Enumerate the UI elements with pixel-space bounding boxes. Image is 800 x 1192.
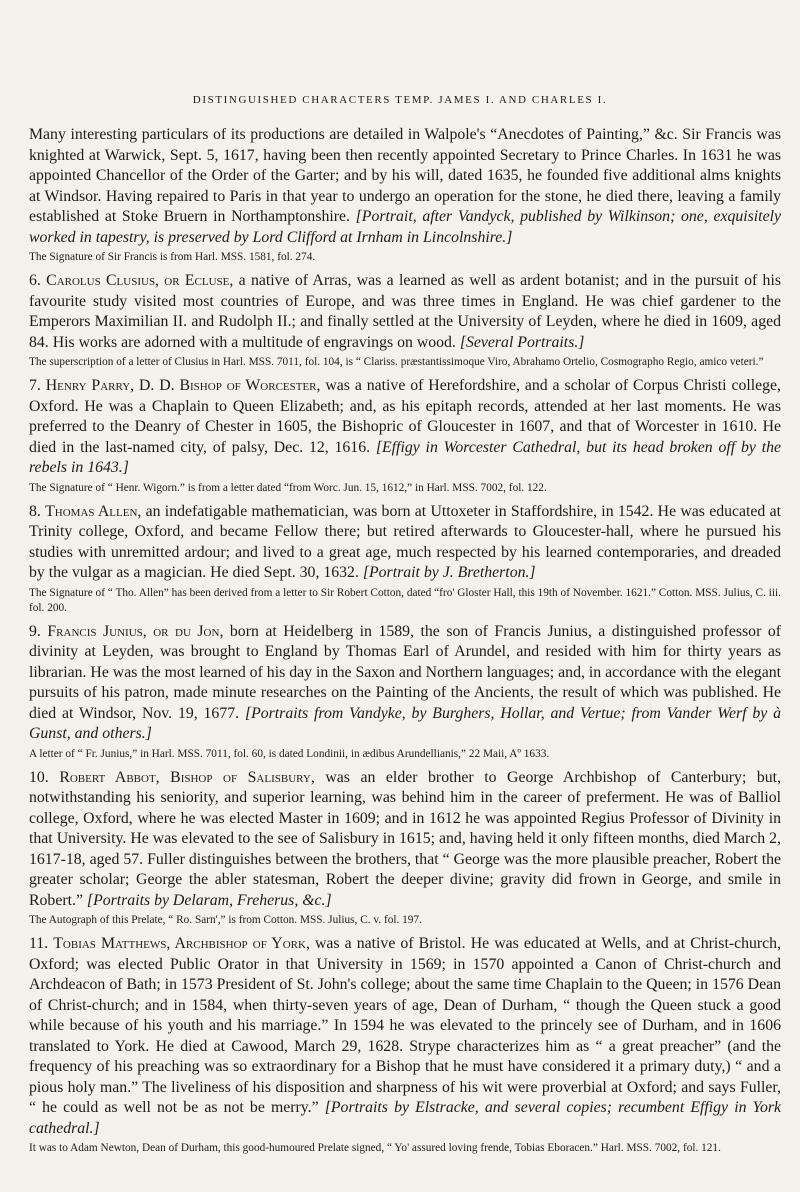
signature-note: A letter of “ Fr. Junius,” in Harl. MSS. 7011, fol. 60, is dated Londinii, in ædibus Arundellianis,” 22 Maii, Aº 1633. bbox=[29, 747, 550, 760]
entry-number: 10. bbox=[29, 768, 49, 786]
entry-text: Many interesting particulars of its productions are detailed in Walpole's “Anecdotes of Painting,” &c. Sir Francis was knighted at Warwick, Sept. 5, 1617, having been then recently appointed Secretary to Prince Charles. In 1631 he was appointed Chancellor of the Order of the Garter; and by his will, dated 1635, he founded five additional alms knights at Windsor. Having repaired to Paris in that year to undergo an operation for the stone, he died there, leaving a family established at Stoke Bruern in Northamptonshire. bbox=[29, 126, 781, 225]
entry-paragraph bbox=[29, 271, 781, 353]
entry-text: was a native of Bristol. He was educated at Wells, and at Christ-church, Oxford; was elected Public Orator in that University in 1569; in 1570 appointed a Canon of Christ-church and Archdeacon of Bath; in 1573 President of St. John's college; about the same time Chaplain to the Queen; in 1576 Dean of Christ-church; and in 1584, when thirty-seven years of age, Dean of Durham, “ though the Queen stuck a good while because of his youth and his marriage.” In 1594 he was elevated to the princely see of Durham, and in 1606 translated to York. He died at Cawood, March 29, 1628. Strype characterizes him as “ a great preacher” (and the frequency of his preaching was so extraordinary for a Bishop that he must have considered it a primary duty,) “ and a pious holy man.” The liveliness of his disposition and sharpness of his wit were proverbial at Oxford; and says Fuller, “ he could as well not be as not be merry.” bbox=[29, 935, 782, 1116]
entry-number: 7. bbox=[29, 377, 41, 394]
page-body bbox=[29, 125, 781, 1162]
entry-number: 11. bbox=[29, 935, 49, 952]
entry-name: Carolus Clusius, or Ecluse, bbox=[46, 272, 234, 289]
portrait-reference: [Portraits by Elstracke, and several copies; recumbent Effigy in York cathedral.] bbox=[29, 1099, 781, 1137]
entry-paragraph bbox=[29, 622, 781, 745]
entry-name: Thomas Allen, bbox=[45, 502, 142, 520]
entry-name: Tobias Matthews, Archbishop of York, bbox=[53, 935, 310, 952]
entry-name: Francis Junius, or du Jon, bbox=[47, 622, 224, 640]
running-head: DISTINGUISHED CHARACTERS TEMP. JAMES I. AND CHARLES I. bbox=[192, 94, 608, 106]
portrait-reference: [Effigy in Worcester Cathedral, but its head broken off by the rebels in 1643.] bbox=[29, 438, 781, 476]
entry-text: was a native of Herefordshire, and a scholar of Corpus Christi college, Oxford. He was a Chaplain to Queen Elizabeth; and, as his epitaph records, attended at her last moments. He was preferred to the Deanry of Chester in 1605, the Bishopric of Gloucester in 1607, and that of Worcester in 1610. He died in the last-named city, of palsy, Dec. 12, 1616. bbox=[29, 377, 782, 456]
entry-name: Robert Abbot, Bishop of Salisbury, bbox=[59, 768, 315, 786]
entry-paragraph bbox=[29, 768, 781, 912]
signature-note: The superscription of a letter of Clusius in Harl. MSS. 7011, fol. 104, is “ Clariss. præstantissimoque Viro, Abrahamo Ortelio, Cosmographo Regio, amico veteri.” bbox=[29, 356, 764, 368]
entry-number: 6. bbox=[29, 272, 41, 289]
entry-paragraph bbox=[29, 376, 781, 479]
signature-note: The Signature of “ Henr. Wigorn.” is from a letter dated “from Worc. Jun. 15, 1612,” in Harl. MSS. 7002, fol. 122. bbox=[29, 481, 547, 494]
entry-text: was an elder brother to George Archbishop of Canterbury; but, notwithstanding his seniority, and superior learning, was behind him in the career of preferment. He was of Balliol college, Oxford, where he was elected Master in 1609; and in 1612 he was appointed Regius Professor of Divinity in that University. He was elevated to the see of Salisbury in 1615; and, having held it only fifteen months, died March 2, 1617-18, aged 57. Fuller distinguishes between the brothers, that “ George was the more plausible preacher, Robert the greater scholar; George the abler statesman, Robert the deeper divine; gravity did frown in George, and smile in Robert.” bbox=[29, 768, 782, 909]
entry-number: 8. bbox=[29, 502, 41, 520]
entry-7-parry bbox=[29, 376, 781, 496]
entry-6-clusius bbox=[29, 271, 781, 370]
entry-paragraph bbox=[29, 125, 781, 248]
entry-text: an indefatigable mathematician, was born at Uttoxeter in Staffordshire, in 1542. He was educated at Trinity college, Oxford, and became Fellow there; but retired afterwards to Gloucester-hall, where he pursued his studies with unremitted ardour; and lived to a great age, much respected by his learned contemporaries, and dreaded by the vulgar as a magician. He died Sept. 30, 1632. bbox=[29, 502, 781, 581]
entry-paragraph bbox=[29, 502, 781, 584]
entry-paragraph bbox=[29, 934, 781, 1139]
signature-note: The Autograph of this Prelate, “ Ro. Sarn',” is from Cotton. MSS. Julius, C. v. fol. 197. bbox=[29, 914, 422, 926]
portrait-reference: [Portraits by Delaram, Freherus, &c.] bbox=[86, 891, 332, 909]
entry-number: 9. bbox=[29, 622, 41, 640]
portrait-reference: [Several Portraits.] bbox=[459, 333, 585, 351]
entry-name: Henry Parry, D. D. Bishop of Worcester, bbox=[45, 377, 321, 394]
entry-text: born at Heidelberg in 1589, the son of Francis Junius, a distinguished professor of divinity at Leyden, was brought to England by Thomas Earl of Arundel, and resided with him for thirty years as librarian. He was the most learned of his day in the Saxon and Northern languages; and, in accordance with the elegant pursuits of his patron, made minute researches on the Painting of the Ancients, the result of which was published. He died at Windsor, Nov. 19, 1677. bbox=[29, 622, 782, 722]
portrait-reference: [Portrait, after Vandyck, published by Wilkinson; one, exquisitely worked in tapestry, is preserved by Lord Clifford at Irnham in Lincolnshire.] bbox=[29, 208, 781, 246]
entry-text: a native of Arras, was a learned as well as ardent botanist; and in the pursuit of his favourite study visited most countries of Europe, and was three times in England. He was chief gardener to the Emperors Maximilian II. and Rudolph II.; and finally settled at the University of Leyden, where he died in 1609, aged 84. His works are adorned with a multitude of engravings on wood. bbox=[29, 272, 781, 351]
entry-10-abbot bbox=[29, 768, 781, 929]
portrait-reference: [Portrait by J. Bretherton.] bbox=[362, 564, 536, 581]
entry-francis-cottington bbox=[29, 125, 781, 265]
entry-8-allen bbox=[29, 502, 781, 616]
signature-note: The Signature of Sir Francis is from Harl. MSS. 1581, fol. 274. bbox=[29, 251, 316, 263]
entry-11-matthews bbox=[29, 934, 781, 1156]
signature-note: The Signature of “ Tho. Allen” has been derived from a letter to Sir Robert Cotton, dated “fro' Gloster Hall, this 19th of November. 1621.” Cotton. MSS. Julius, C. iii. fol. 200. bbox=[29, 586, 781, 614]
portrait-reference: [Portraits from Vandyke, by Burghers, Hollar, and Vertue; from Vander Werf by à Gunst, and others.] bbox=[29, 704, 782, 742]
signature-note: It was to Adam Newton, Dean of Durham, this good-humoured Prelate signed, “ Yo' assured loving frende, Tobias Eboracen.” Harl. MSS. 7002, fol. 121. bbox=[29, 1142, 721, 1154]
entry-9-junius bbox=[29, 622, 781, 762]
